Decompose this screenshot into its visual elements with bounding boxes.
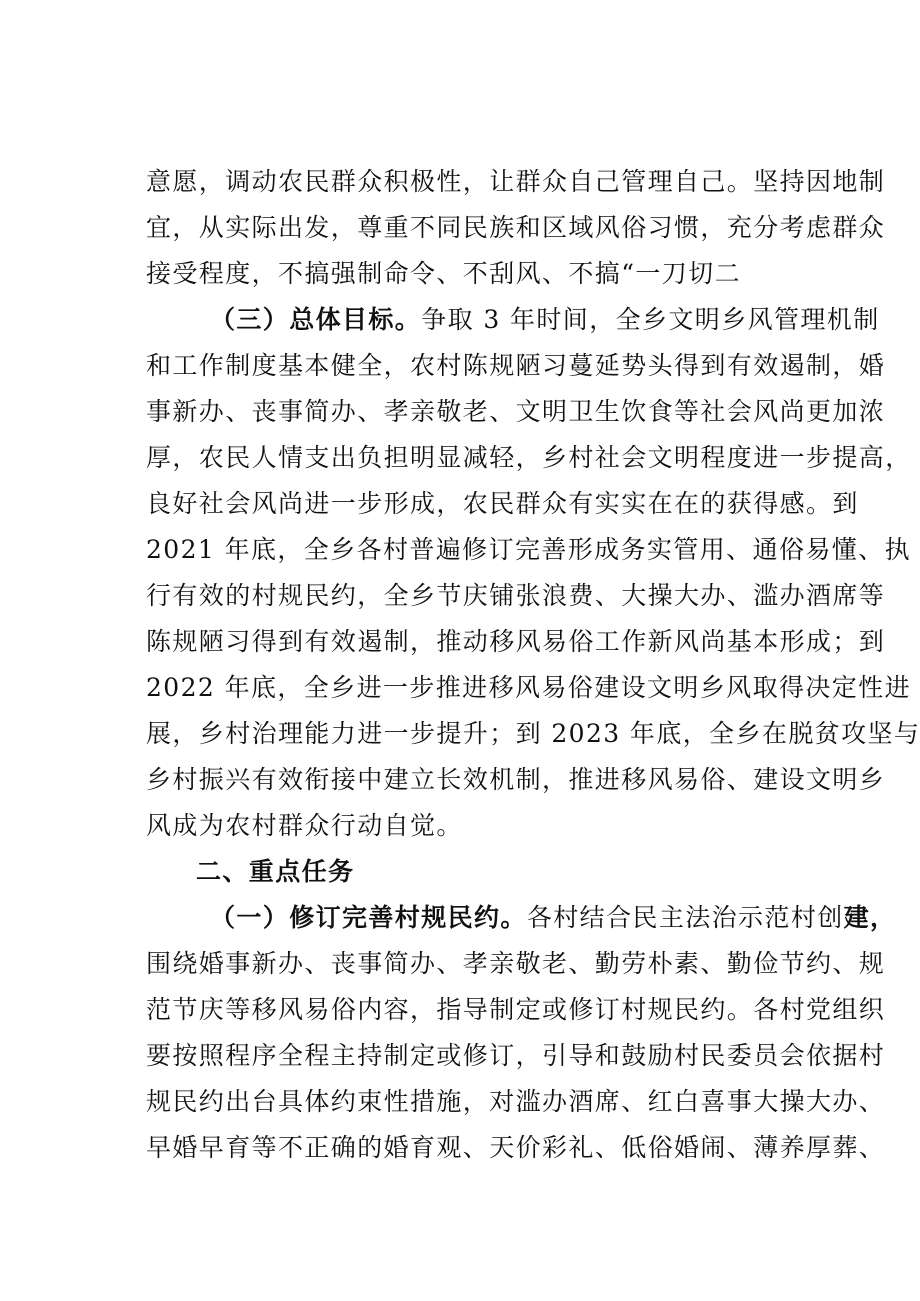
paragraph-2-line-1-text: 争取 3 年时间，全乡文明乡风管理机制	[421, 305, 880, 334]
paragraph-2-line-4: 厚，农民人情支出负担明显减轻，乡村社会文明程度进一步提高，	[146, 443, 912, 472]
paragraph-3-line-4: 要按照程序全程主持制定或修订，引导和鼓励村民委员会依据村	[146, 1041, 886, 1070]
paragraph-1-line-3: 接受程度，不搞强制命令、不刮风、不搞“一刀切二	[146, 259, 741, 288]
paragraph-2-line-5: 良好社会风尚进一步形成，农民群众有实实在在的获得感。到	[146, 489, 859, 518]
paragraph-2-line-1	[210, 303, 880, 337]
paragraph-1-line-2: 宜，从实际出发，尊重不同民族和区域风俗习惯，充分考虑群众	[146, 213, 886, 242]
paragraph-1-line-1: 意愿，调动农民群众积极性，让群众自己管理自己。坚持因地制	[146, 167, 886, 196]
paragraph-2-line-6: 2021 年底，全乡各村普遍修订完善形成务实管用、通俗易懂、执	[146, 535, 911, 564]
section-heading-key-tasks: 二、重点任务	[196, 857, 355, 886]
paragraph-2-line-9: 2022 年底，全乡进一步推进移风易俗建设文明乡风取得决定性进	[146, 673, 911, 702]
paragraph-2-line-7: 行有效的村规民约，全乡节庆铺张浪费、大操大办、滥办酒席等	[146, 581, 886, 610]
paragraph-3-line-1-text: 各村结合民主法治示范村创	[526, 903, 844, 932]
paragraph-3-line-6: 早婚早育等不正确的婚育观、天价彩礼、低俗婚闹、薄养厚葬、	[146, 1133, 886, 1162]
paragraph-2-line-12: 风成为农村群众行动自觉。	[146, 811, 463, 840]
paragraph-2-line-10: 展，乡村治理能力进一步提升；到 2023 年底，全乡在脱贫攻坚与	[146, 719, 920, 748]
paragraph-3-line-2: 围绕婚事新办、丧事简办、孝亲敬老、勤劳朴素、勤俭节约、规	[146, 949, 886, 978]
paragraph-2-line-2: 和工作制度基本健全，农村陈规陋习蔓延势头得到有效遏制，婚	[146, 351, 886, 380]
paragraph-2-line-11: 乡村振兴有效衔接中建立长效机制，推进移风易俗、建设文明乡	[146, 765, 886, 794]
paragraph-2-line-3: 事新办、丧事简办、孝亲敬老、文明卫生饮食等社会风尚更加浓	[146, 397, 886, 426]
subheading-village-rules: （一）修订完善村规民约。	[210, 903, 527, 932]
subheading-overall-goal: （三）总体目标。	[210, 305, 422, 334]
paragraph-3-line-5: 规民约出台具体约束性措施，对滥办酒席、红白喜事大操大办、	[146, 1087, 886, 1116]
paragraph-2-line-8: 陈规陋习得到有效遏制，推动移风易俗工作新风尚基本形成；到	[146, 627, 886, 656]
paragraph-3-line-1	[210, 901, 896, 935]
paragraph-3-line-1-bold-tail: 建，	[843, 903, 897, 932]
paragraph-3-line-3: 范节庆等移风易俗内容，指导制定或修订村规民约。各村党组织	[146, 995, 886, 1024]
